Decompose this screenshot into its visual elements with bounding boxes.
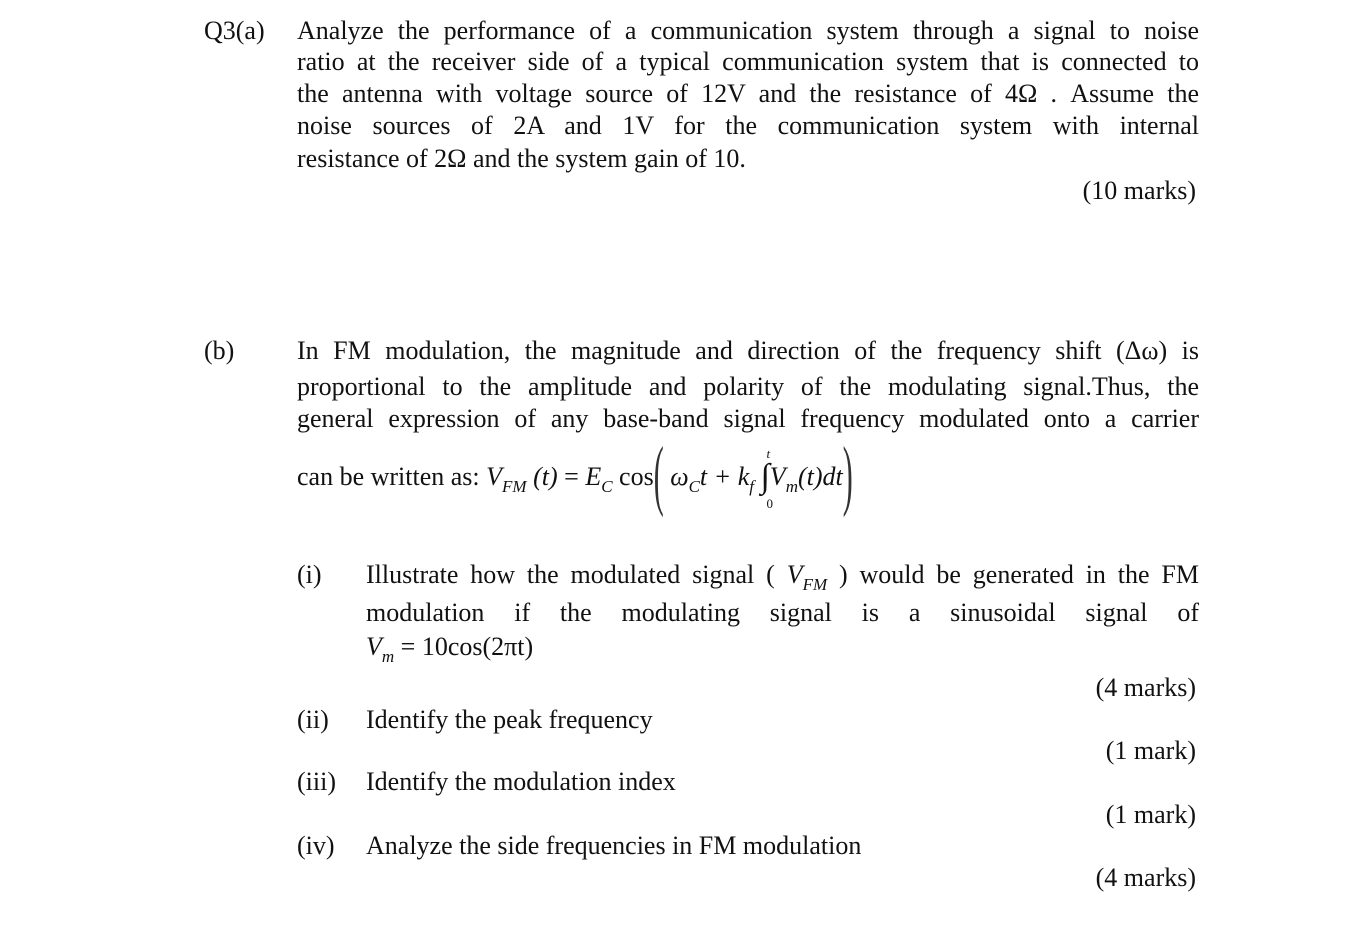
text-fragment: ) would be generated in the FM bbox=[839, 560, 1200, 589]
formula-vfm: V bbox=[786, 560, 803, 589]
subpart-text: Identify the modulation index bbox=[366, 767, 676, 796]
left-paren: ( bbox=[653, 432, 664, 519]
formula-vfm: V bbox=[486, 461, 503, 491]
right-paren: ) bbox=[842, 432, 853, 519]
formula-cos: cos bbox=[619, 461, 654, 491]
text-line: Analyze the performance of a communication system through a signal to noise bbox=[297, 16, 1199, 45]
part-label: (b) bbox=[204, 336, 235, 365]
integral-upper-limit: t bbox=[766, 446, 771, 461]
formula-vm: V bbox=[769, 461, 786, 491]
formula-subscript: C bbox=[601, 476, 613, 496]
formula-subscript: C bbox=[688, 476, 700, 496]
formula-ec: E bbox=[585, 461, 602, 491]
text-line: resistance of 2Ω and the system gain of 10. bbox=[297, 144, 746, 173]
text-line: the antenna with voltage source of 12V and the resistance of 4Ω . Assume the bbox=[297, 79, 1199, 108]
text-line bbox=[366, 560, 1200, 594]
formula-t-plus-k: t + k bbox=[699, 461, 750, 491]
integral-lower-limit: 0 bbox=[766, 496, 773, 511]
formula-vm-arg: (t)dt bbox=[797, 461, 843, 491]
marks-label: (10 marks) bbox=[1082, 176, 1196, 205]
subpart-text: Analyze the side frequencies in FM modulation bbox=[366, 831, 862, 860]
question-label: Q3(a) bbox=[204, 16, 265, 45]
text-line bbox=[366, 632, 1199, 666]
formula-equals: = bbox=[564, 461, 579, 491]
formula-vm: V bbox=[366, 632, 382, 661]
marks-label: (4 marks) bbox=[1095, 863, 1196, 892]
text-line: proportional to the amplitude and polarity of the modulating signal.Thus, the bbox=[297, 372, 1199, 401]
text-line: ratio at the receiver side of a typical communication system that is connected to bbox=[297, 47, 1199, 76]
subpart-label: (iv) bbox=[297, 831, 335, 860]
formula-subscript: FM bbox=[502, 476, 527, 496]
integral-sign: ∫ t 0 bbox=[760, 446, 773, 511]
text-fragment: Illustrate how the modulated signal ( bbox=[366, 560, 775, 589]
formula-arg: (t) bbox=[533, 461, 558, 491]
formula-vm-expression: = 10cos(2πt) bbox=[400, 632, 534, 661]
text-line: modulation if the modulating signal is a sinusoidal signal of bbox=[366, 598, 1199, 627]
marks-label: (4 marks) bbox=[1095, 673, 1196, 702]
text-line: In FM modulation, the magnitude and direction of the frequency shift (Δω) is bbox=[297, 336, 1199, 365]
subpart-label: (i) bbox=[297, 560, 322, 589]
subpart-label: (iii) bbox=[297, 767, 336, 796]
marks-label: (1 mark) bbox=[1105, 736, 1196, 765]
text-line: general expression of any base-band signal frequency modulated onto a carrier bbox=[297, 404, 1199, 433]
text-line: noise sources of 2A and 1V for the communication system with internal bbox=[297, 111, 1199, 140]
formula-subscript: f bbox=[749, 476, 754, 496]
subpart-label: (ii) bbox=[297, 705, 329, 734]
marks-label: (1 mark) bbox=[1105, 800, 1196, 829]
formula-omega: ω bbox=[670, 461, 689, 491]
subpart-text: Identify the peak frequency bbox=[366, 705, 653, 734]
fm-formula bbox=[297, 432, 853, 519]
formula-subscript: FM bbox=[802, 575, 828, 594]
formula-subscript: m bbox=[381, 647, 395, 666]
formula-subscript: m bbox=[785, 476, 798, 496]
formula-lead: can be written as: bbox=[297, 461, 480, 491]
